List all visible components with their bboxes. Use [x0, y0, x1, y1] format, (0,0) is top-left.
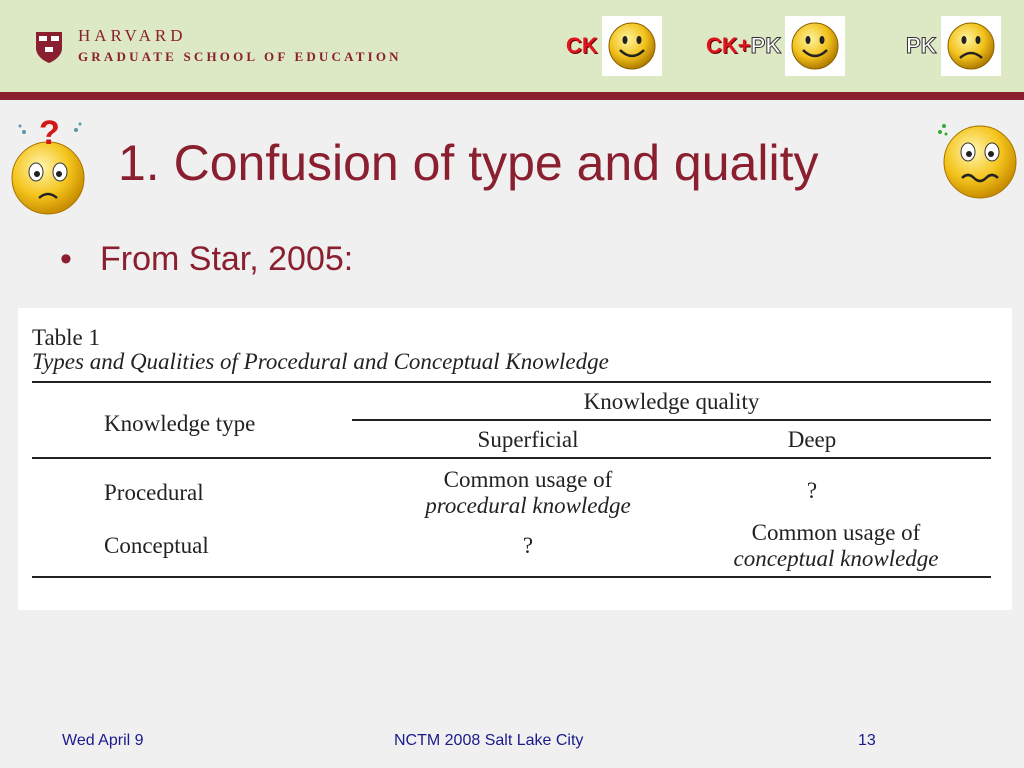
table-group-rule	[352, 419, 991, 421]
badge-ck	[566, 16, 662, 76]
row-label-conceptual: Conceptual	[104, 533, 209, 558]
footer-date: Wed April 9	[62, 732, 144, 749]
cell-conceptual-deep-line1: Common usage of	[751, 520, 921, 545]
table-bottom-rule	[32, 576, 991, 578]
smiley-icon	[602, 16, 662, 76]
confused-face-icon	[6, 112, 90, 218]
column-header-superficial: Superficial	[477, 427, 579, 452]
cell-procedural-superficial-line2: procedural knowledge	[425, 493, 631, 518]
group-header: Knowledge quality	[583, 389, 760, 414]
harvard-shield-icon	[34, 30, 64, 64]
badge-ckpk-plus: +	[737, 33, 751, 58]
brand-name: HARVARD	[78, 26, 187, 45]
frown-icon	[941, 16, 1001, 76]
bullet-text: From Star, 2005:	[100, 240, 354, 278]
table-header-rule	[32, 457, 991, 459]
badge-ck-label: CK	[566, 33, 598, 58]
header-bar	[0, 0, 1024, 92]
svg-text:?: ?	[39, 114, 60, 152]
column-header-deep: Deep	[787, 427, 837, 452]
slide-title: 1. Confusion of type and quality	[118, 135, 819, 191]
badge-ckpk-ck: CK	[706, 33, 738, 58]
cell-conceptual-superficial: ?	[522, 533, 534, 558]
badge-pk-label: PK	[906, 33, 937, 58]
footer-event: NCTM 2008 Salt Lake City	[394, 732, 584, 749]
brand-school: GRADUATE SCHOOL OF EDUCATION	[78, 49, 402, 64]
smiley-icon	[785, 16, 845, 76]
badge-ckpk-pk: PK	[750, 33, 782, 58]
table-top-rule	[32, 381, 991, 383]
footer-page-number: 13	[858, 732, 876, 749]
badge-pk	[906, 16, 1001, 76]
cell-conceptual-deep-line2: conceptual knowledge	[733, 546, 939, 571]
badge-ck-pk	[706, 16, 845, 76]
cell-procedural-superficial-line1: Common usage of	[443, 467, 613, 492]
header-divider	[0, 92, 1024, 100]
dizzy-face-icon	[936, 116, 1020, 204]
table-number: Table 1	[32, 325, 101, 350]
bullet-dot: •	[60, 240, 72, 278]
table-figure	[18, 308, 1012, 610]
row-header: Knowledge type	[104, 411, 256, 436]
table-caption: Types and Qualities of Procedural and Conceptual Knowledge	[32, 349, 609, 374]
row-label-procedural: Procedural	[104, 480, 204, 505]
cell-procedural-deep: ?	[806, 478, 818, 503]
bullet-item	[60, 240, 353, 279]
